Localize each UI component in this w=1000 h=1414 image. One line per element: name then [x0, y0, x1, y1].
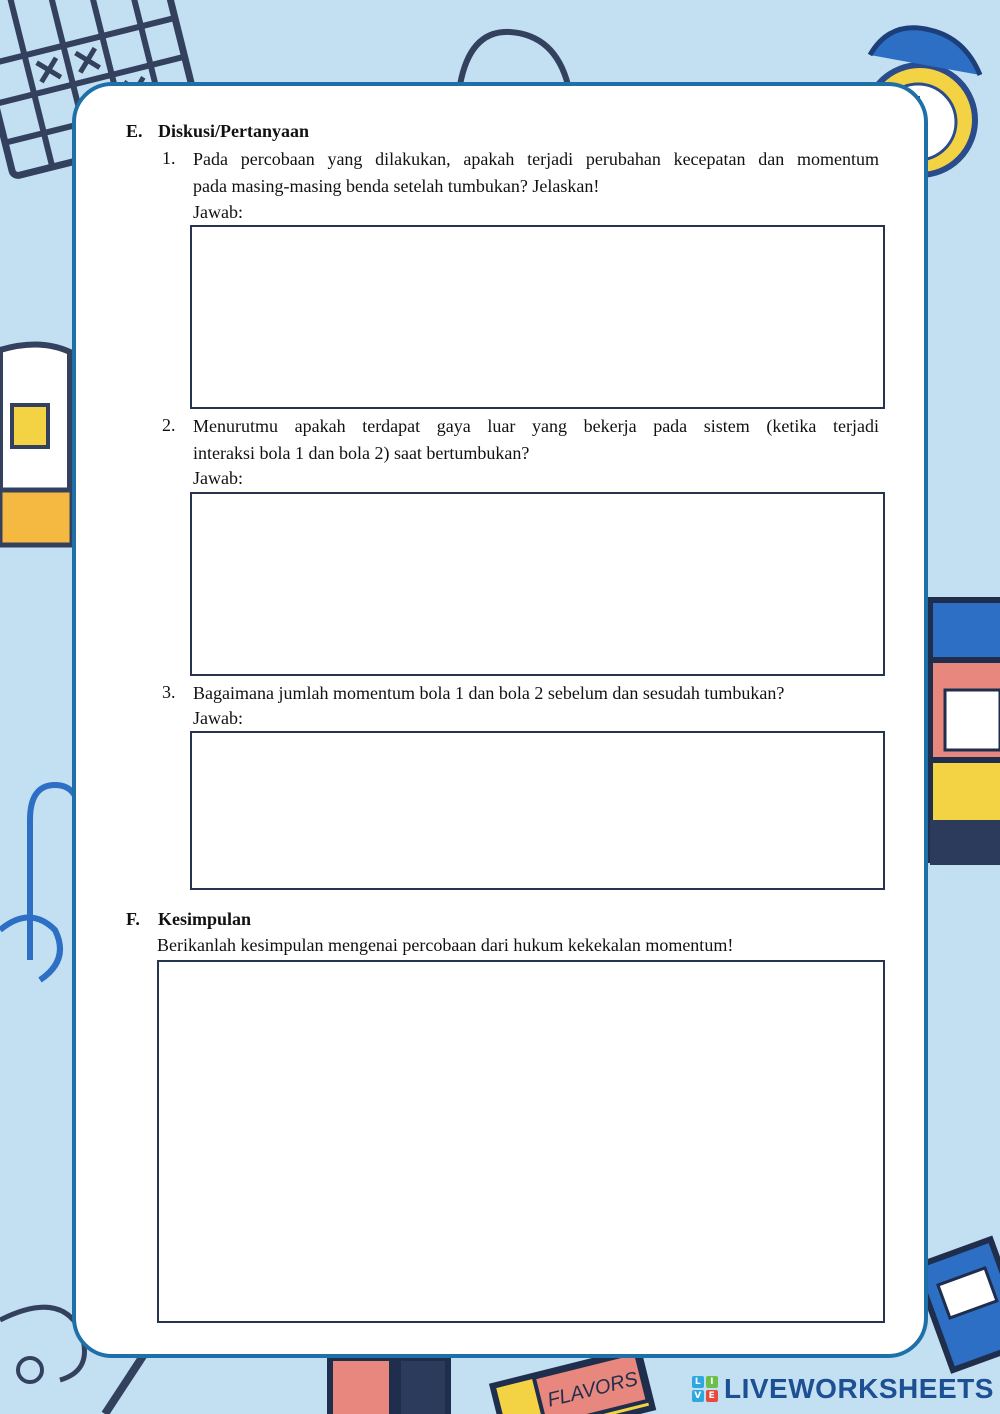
question-1-answer-box[interactable]	[190, 225, 885, 409]
question-1-number: 1.	[162, 148, 176, 168]
question-3-number: 3.	[162, 682, 176, 702]
section-f-title: Kesimpulan	[158, 909, 252, 929]
question-1-answer-label: Jawab:	[193, 202, 243, 222]
question-2-number: 2.	[162, 415, 176, 435]
question-2-answer-label: Jawab:	[193, 468, 243, 488]
question-3-line-1: Bagaimana jumlah momentum bola 1 dan bola 2 sebelum dan sesudah tumbukan?	[193, 683, 785, 703]
liveworksheets-brand	[692, 1372, 994, 1406]
conclusion-answer-box[interactable]	[157, 960, 885, 1323]
book-left-illustration	[0, 344, 72, 545]
stapler-illustration	[915, 1239, 1000, 1370]
section-e-letter: E.	[126, 121, 143, 141]
question-2-text	[193, 413, 879, 466]
section-e-heading	[126, 121, 309, 142]
liveworksheets-brand-text: LIVEWORKSHEETS	[724, 1373, 994, 1404]
question-1-line-1: Pada percobaan yang dilakukan, apakah terjadi perubahan kecepatan dan momentum	[193, 149, 879, 169]
question-1-line-2: pada masing-masing benda setelah tumbukan? Jelaskan!	[193, 175, 600, 196]
flavors-book-label: FLAVORS	[545, 1367, 641, 1412]
section-f-letter: F.	[126, 909, 140, 929]
question-3-text	[193, 680, 879, 707]
books-bottom-illustration	[330, 1350, 653, 1414]
question-2-line-1: Menurutmu apakah terdapat gaya luar yang bekerja pada sistem (ketika terjadi	[193, 416, 879, 436]
question-2-line-2: interaksi bola 1 dan bola 2) saat bertumbukan?	[193, 442, 530, 463]
section-e-title: Diskusi/Pertanyaan	[158, 121, 310, 141]
question-1-text	[193, 146, 879, 199]
section-f-heading	[126, 909, 251, 930]
bag-handle-illustration	[460, 32, 568, 85]
question-3-answer-label: Jawab:	[193, 708, 243, 728]
section-f-instruction: Berikanlah kesimpulan mengenai percobaan dari hukum kekekalan momentum!	[157, 935, 734, 955]
liveworksheets-logo-icon: L I V E	[692, 1376, 718, 1402]
question-2-answer-box[interactable]	[190, 492, 885, 676]
books-right-illustration	[930, 600, 1000, 865]
question-3-answer-box[interactable]	[190, 731, 885, 890]
